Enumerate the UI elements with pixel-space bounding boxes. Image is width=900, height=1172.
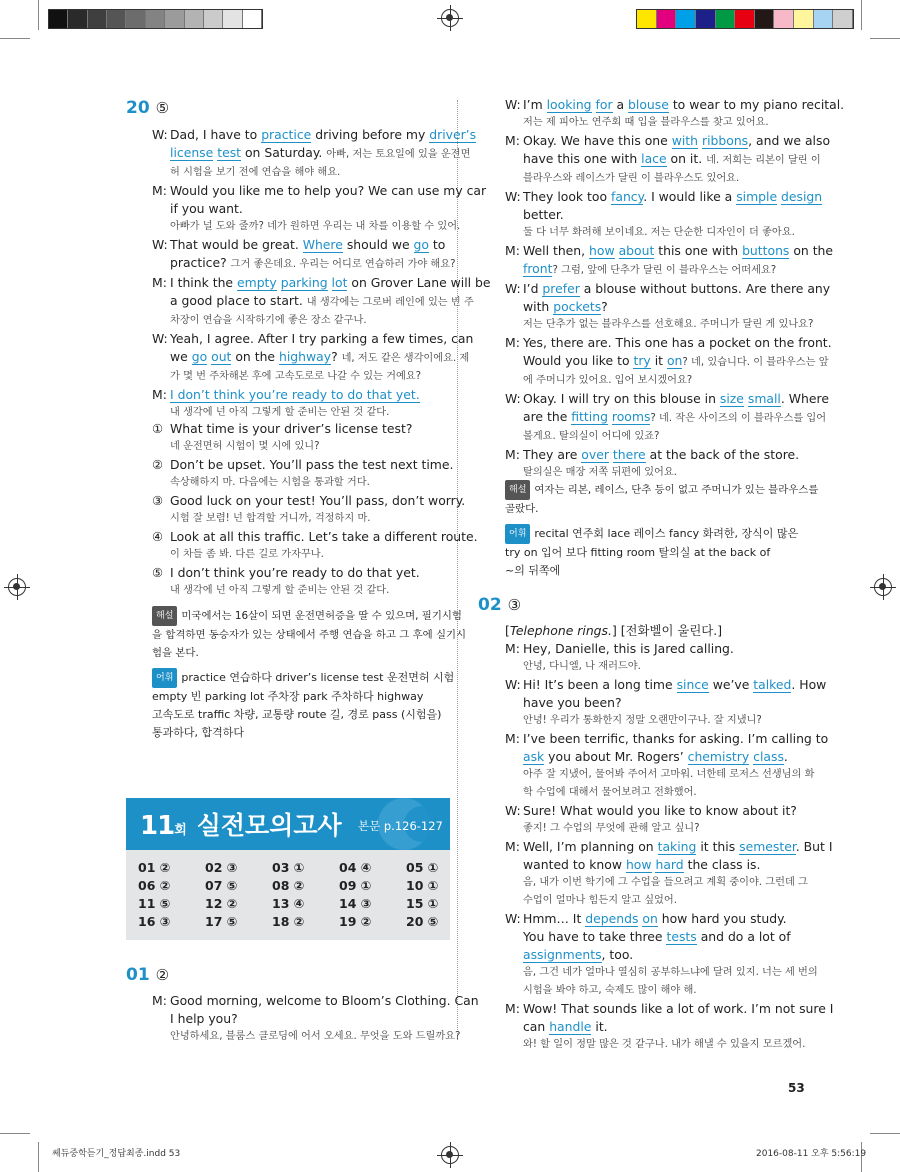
color-swatch xyxy=(696,10,716,28)
color-swatch xyxy=(676,10,696,28)
crop-mark xyxy=(861,0,862,30)
answer-key-cell: 12 ② xyxy=(205,896,238,911)
answer-key-cell: 19 ② xyxy=(339,914,372,929)
registration-mark-right xyxy=(874,578,892,596)
dialogue-line: M: Would you like me to help you? We can use my car xyxy=(152,183,487,198)
dialogue-line: W: Yeah, I agree. After I try parking a few times, can xyxy=(152,331,474,346)
footer-date: 2016-08-11 오후 5:56:19 xyxy=(756,1149,867,1159)
vocabulary-q01: 어휘 recital 연주회 lace 레이스 fancy 화려한, 장식이 많은 try on 입어 보다 fitting room 탈의실 at the back of ~의 뒤쪽에 xyxy=(505,524,805,580)
color-swatch xyxy=(204,10,223,28)
page-number: 53 xyxy=(788,1081,805,1095)
translation: 내 생각에 넌 아직 그렇게 할 준비는 안된 것 같다. xyxy=(170,407,390,418)
translation: 아빠가 널 도와 줄까? 네가 원하면 우리는 내 차를 이용할 수 있어. xyxy=(170,221,461,232)
question-number: 20 xyxy=(126,98,150,118)
box-title: 실전모의고사 xyxy=(196,811,342,840)
color-swatch xyxy=(774,10,794,28)
registration-mark-top xyxy=(441,9,459,27)
answer-key-cell: 09 ① xyxy=(339,878,372,893)
page-reference: 본문 p.126-127 xyxy=(358,819,443,833)
dialogue-q20 xyxy=(152,126,491,422)
question-02-header xyxy=(478,595,521,615)
question-number: 02 xyxy=(478,595,502,615)
round-suffix: 회 xyxy=(174,823,187,838)
color-swatch xyxy=(794,10,814,28)
answer-key-cell: 03 ① xyxy=(272,860,305,875)
color-swatch xyxy=(49,10,68,28)
answer-mark: ⑤ xyxy=(155,99,170,117)
vocabulary-tag: 어휘 xyxy=(505,524,530,544)
answer-mark: ③ xyxy=(507,596,522,614)
explanation-q01: 해설 여자는 리본, 레이스, 단추 등이 없고 주머니가 있는 블라우스를 골랐다. xyxy=(505,480,805,518)
vocabulary-q20: 어휘 practice 연습하다 driver’s license test 운전면허 시험 empty 빈 parking lot 주차장 park 주차하다 highway 고속도로 traffic 차량, 교통량 route 길, 경로 pass (시험을) 통과하다, 합격하다 xyxy=(152,668,452,742)
translation: 허 시험을 보기 전에 연습을 해야 해요. xyxy=(170,167,341,178)
answer-key-cell: 11 ⑤ xyxy=(138,896,171,911)
translation: 가 몇 번 주차해본 후에 고속도로로 나갈 수 있는 거예요? xyxy=(170,371,422,382)
gray-color-bar xyxy=(48,9,263,29)
option-item: ② Don’t be upset. You’ll pass the test next time. xyxy=(152,457,454,472)
answer-key-cell: 18 ② xyxy=(272,914,305,929)
crop-mark xyxy=(870,38,900,39)
color-swatch xyxy=(146,10,165,28)
dialogue-q01-continued: W: I’m looking for a blouse to wear to my piano recital. 저는 제 피아노 연주회 때 입을 블라우스를 찾고 있어요. M: Okay. We have this one with ribbons, and we also have this one with lace on it. 네. 저희는 리본이 달린 이 블라우스와 레이스가 달린 이 블라우스도 있어요. W: They look too fancy. I would like a simple design better. 둘 다 너무 화려해 보이네요. 저는 단순한 디자인이 더 좋아요. M: Well then, how about this one with buttons on the front? 그럼, 앞에 단추가 달린 이 블라우스는 어떠세요? W: I’d prefer a blouse without buttons. Are there any with pockets? 저는 단추가 없는 블라우스를 선호해요. 주머니가 달린 게 있나요? M: Yes, there are. This one has a pocket on the front. Would you like to try it on? 네, 있습니다. 이 블라우스는 앞 에 주머니가 있어요. 입어 보시겠어요? W: Okay. I will try on this blouse in size small. Where are the fitting rooms? 네. 작은 사이즈의 이 블라우스를 입어 볼게요. 탈의실이 어디에 있죠? M: They are over there at the back of the store. 탈의실은 매장 저쪽 뒤편에 있어요. xyxy=(505,97,845,478)
answer-key-cell: 16 ③ xyxy=(138,914,171,929)
answer-key-box xyxy=(126,798,450,940)
option-item: ① What time is your driver’s license test? xyxy=(152,421,413,436)
dialogue-line: we go out on the highway? 네, 저도 같은 생각이에요. 제 xyxy=(170,349,470,364)
answer-key-cell: 01 ② xyxy=(138,860,171,875)
dialogue-line: M: Good morning, welcome to Bloom’s Clothing. Can xyxy=(152,993,479,1008)
option-item: ④ Look at all this traffic. Let’s take a different route. xyxy=(152,529,478,544)
question-20-header xyxy=(126,98,169,118)
dialogue-line: M: I don’t think you’re ready to do that yet. xyxy=(152,387,420,402)
dialogue-line: M: I think the empty parking lot on Grover Lane will be xyxy=(152,275,491,290)
crop-mark xyxy=(38,0,39,30)
color-swatch xyxy=(185,10,204,28)
answer-options xyxy=(152,420,478,600)
answer-key-cell: 17 ⑤ xyxy=(205,914,238,929)
color-swatch xyxy=(223,10,242,28)
answer-mark: ② xyxy=(155,966,170,984)
option-translation: 내 생각에 넌 아직 그렇게 할 준비는 안된 것 같다. xyxy=(170,585,390,596)
color-swatch xyxy=(814,10,834,28)
crop-mark xyxy=(38,1142,39,1172)
round-number: 11 xyxy=(140,811,175,841)
vocabulary-tag: 어휘 xyxy=(152,668,177,688)
dialogue-line: license test on Saturday. 아빠, 저는 토요일에 있을 운전면 xyxy=(170,145,471,160)
answer-key-header xyxy=(126,798,450,850)
color-swatch xyxy=(735,10,755,28)
answer-key-cell: 08 ② xyxy=(272,878,305,893)
color-bar xyxy=(636,9,854,29)
dialogue-line: if you want. xyxy=(170,201,243,216)
color-swatch xyxy=(68,10,87,28)
answer-key-cell: 06 ② xyxy=(138,878,171,893)
question-number: 01 xyxy=(126,965,150,985)
option-item: ⑤ I don’t think you’re ready to do that yet. xyxy=(152,565,420,580)
option-translation: 이 차들 좀 봐. 다른 길로 가자꾸나. xyxy=(170,549,324,560)
color-swatch xyxy=(243,10,262,28)
option-translation: 시험 잘 보렴! 넌 합격할 거니까, 걱정하지 마. xyxy=(170,513,371,524)
color-swatch xyxy=(165,10,184,28)
answer-key-cell: 10 ① xyxy=(406,878,439,893)
color-swatch xyxy=(755,10,775,28)
crop-mark xyxy=(0,1133,30,1134)
color-swatch xyxy=(126,10,145,28)
translation: 차장이 연습을 시작하기에 좋은 장소 같구나. xyxy=(170,315,367,326)
answer-key-cell: 04 ④ xyxy=(339,860,372,875)
answer-key-cell: 20 ⑤ xyxy=(406,914,439,929)
explanation-tag: 해설 xyxy=(152,606,177,626)
dialogue-q02: [Telephone rings.] [전화벨이 울린다.] M: Hey, Danielle, this is Jared calling. 안녕, 다니엘, 나 재러드야. W: Hi! It’s been a long time since we’ve talked. How have you been? 안녕! 우리가 통화한지 정말 오랜만이구나. 잘 지냈니? M: I’ve been terrific, thanks for asking. I’m calling to ask you about Mr. Rogers’ chemistry class. 아주 잘 지냈어, 물어봐 주어서 고마워. 너한테 로저스 선생님의 화 학 수업에 대해서 물어보려고 전화했어. W: Sure! What would you like to know about it? 좋지! 그 수업의 무엇에 관해 알고 싶니? M: Well, I’m planning on taking it this semester. But I wanted to know how hard the class is. 음, 내가 이번 학기에 그 수업을 들으려고 계획 중이야. 그런데 그 수업이 얼마나 힘든지 알고 싶었어. W: Hmm… It depends on how hard you study. You have to take three tests and do a lot of assignments, too. 음, 그건 네가 얼마나 열심히 공부하느냐에 달려 있지. 너는 세 번의 시험을 봐야 하고, 숙제도 많이 해야 해. M: Wow! That sounds like a lot of work. I’m not sure I can handle it. 와! 할 일이 정말 많은 것 같구나. 내가 해낼 수 있을지 모르겠어. xyxy=(505,623,834,1050)
explanation-tag: 해설 xyxy=(505,480,530,500)
answer-key-cell: 13 ④ xyxy=(272,896,305,911)
option-translation: 속상해하지 마. 다음에는 시험을 통과할 거다. xyxy=(170,477,370,488)
explanation-q20: 해설 미국에서는 16살이 되면 운전면허증을 딸 수 있으며, 필기시험 을 합격하면 동승자가 있는 상태에서 주행 연습을 하고 그 후에 실기시 험을 본다. xyxy=(152,606,447,662)
answer-key-cell: 15 ① xyxy=(406,896,439,911)
answer-key-cell: 05 ① xyxy=(406,860,439,875)
registration-mark-bottom xyxy=(441,1146,459,1164)
color-swatch xyxy=(637,10,657,28)
crop-mark xyxy=(0,38,30,39)
footer-filename: 쎄듀중학듣기_정답최종.indd 53 xyxy=(52,1149,181,1159)
crop-mark xyxy=(870,1133,900,1134)
dialogue-line: W: Dad, I have to practice driving before my driver’s xyxy=(152,127,477,142)
dialogue-q01 xyxy=(152,992,479,1046)
translation: 안녕하세요, 블룸스 클로딩에 어서 오세요. 무엇을 도와 드릴까요? xyxy=(170,1031,461,1042)
question-01-header xyxy=(126,965,169,985)
registration-mark-left xyxy=(8,578,26,596)
option-translation: 네 운전면허 시험이 몇 시에 있니? xyxy=(170,441,320,452)
dialogue-line: I help you? xyxy=(170,1011,238,1026)
color-swatch xyxy=(107,10,126,28)
color-swatch xyxy=(716,10,736,28)
dialogue-line: W: That would be great. Where should we go to xyxy=(152,237,446,252)
dialogue-line: practice? 그거 좋은데요. 우리는 어디로 연습하러 가야 해요? xyxy=(170,255,456,270)
color-swatch xyxy=(88,10,107,28)
dialogue-line: a good place to start. 내 생각에는 그로버 레인에 있는 빈 주 xyxy=(170,293,474,308)
answer-key-cell: 14 ③ xyxy=(339,896,372,911)
color-swatch xyxy=(833,10,853,28)
color-swatch xyxy=(657,10,677,28)
option-item: ③ Good luck on your test! You’ll pass, don’t worry. xyxy=(152,493,466,508)
answer-key-cell: 02 ③ xyxy=(205,860,238,875)
answer-key-cell: 07 ⑤ xyxy=(205,878,238,893)
